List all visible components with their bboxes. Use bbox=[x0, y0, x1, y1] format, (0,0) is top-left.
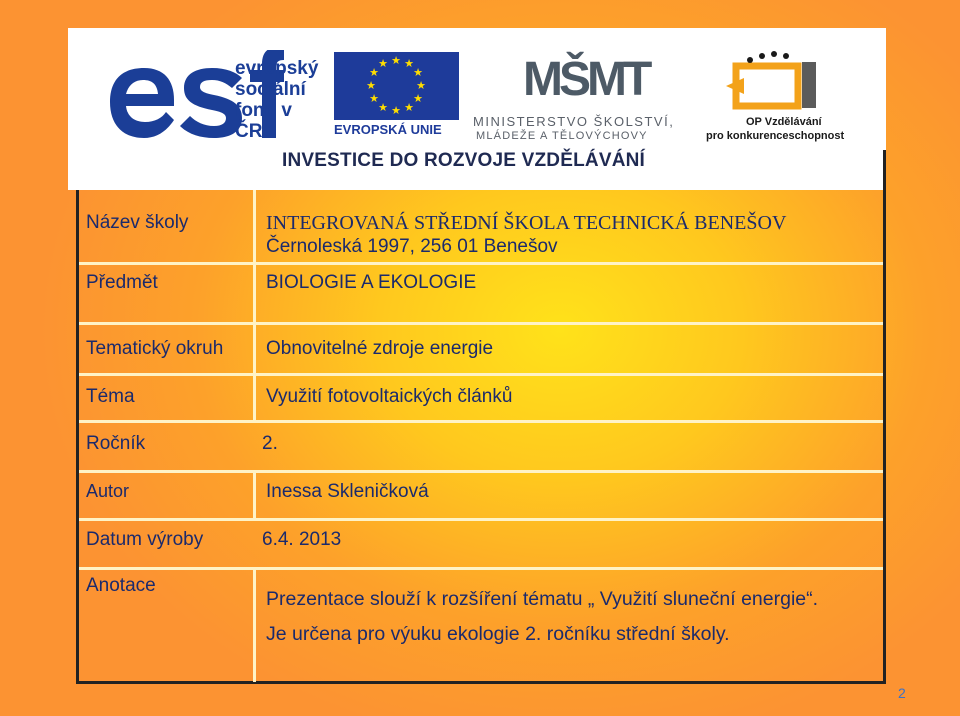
topic-label: Téma bbox=[86, 386, 135, 407]
topic-value: Využití fotovoltaických článků bbox=[266, 386, 513, 407]
op-line1: OP Vzdělávání bbox=[746, 116, 822, 128]
op-logo bbox=[690, 48, 880, 148]
svg-text:★: ★ bbox=[391, 104, 401, 117]
school-name: INTEGROVANÁ STŘEDNÍ ŠKOLA TECHNICKÁ BENEŠOV bbox=[266, 212, 787, 234]
author-value: Inessa Skleničková bbox=[266, 481, 429, 502]
esf-text bbox=[235, 58, 323, 142]
date-value: 6.4. 2013 bbox=[262, 529, 342, 550]
year-value: 2. bbox=[262, 433, 278, 454]
esf-text-line1: evropský bbox=[235, 58, 319, 79]
annotation-line1: Prezentace slouží k rozšíření tématu „ Využití sluneční energie“. bbox=[266, 588, 819, 610]
msmt-logo bbox=[473, 54, 688, 144]
esf-text-line3: fond v ČR bbox=[235, 100, 292, 142]
thematic-label: Tematický okruh bbox=[86, 338, 224, 359]
row-line-1 bbox=[79, 262, 883, 265]
svg-text:★: ★ bbox=[416, 79, 426, 92]
svg-text:★: ★ bbox=[378, 57, 388, 70]
date-label: Datum výroby bbox=[86, 529, 204, 550]
year-label: Ročník bbox=[86, 433, 146, 454]
op-logo-graphic bbox=[720, 48, 850, 116]
row-line-6 bbox=[79, 518, 883, 521]
row-line-7 bbox=[79, 567, 883, 570]
svg-text:★: ★ bbox=[369, 92, 379, 105]
tagline: INVESTICE DO ROZVOJE VZDĚLÁVÁNÍ bbox=[282, 150, 646, 171]
msmt-line1: MINISTERSTVO ŠKOLSTVÍ, bbox=[473, 114, 675, 129]
row-line-2 bbox=[79, 322, 883, 325]
row-line-3 bbox=[79, 373, 883, 376]
svg-text:★: ★ bbox=[413, 66, 423, 79]
column-divider-lower bbox=[253, 472, 256, 518]
thematic-value: Obnovitelné zdroje energie bbox=[266, 338, 494, 359]
svg-text:★: ★ bbox=[369, 66, 379, 79]
eu-text: EVROPSKÁ UNIE bbox=[334, 122, 442, 137]
logo-strip bbox=[68, 28, 886, 190]
school-address: Černoleská 1997, 256 01 Benešov bbox=[266, 236, 558, 257]
page-number: 2 bbox=[898, 685, 906, 701]
subject-value: BIOLOGIE A EKOLOGIE bbox=[266, 272, 477, 293]
annotation-label: Anotace bbox=[86, 575, 156, 596]
esf-text-line2: sociální bbox=[235, 79, 306, 100]
eu-flag bbox=[334, 52, 459, 120]
table-right-edge bbox=[883, 150, 886, 190]
op-line2: pro konkurenceschopnost bbox=[706, 130, 845, 142]
esf-logo bbox=[108, 50, 323, 140]
author-label: Autor bbox=[86, 481, 130, 501]
annotation-line2: Je určena pro výuku ekologie 2. ročníku střední školy. bbox=[266, 623, 730, 645]
svg-text:★: ★ bbox=[404, 101, 414, 114]
eu-logo bbox=[334, 52, 464, 140]
svg-text:★: ★ bbox=[378, 101, 388, 114]
column-divider-bottom bbox=[253, 570, 256, 682]
svg-text:★: ★ bbox=[391, 54, 401, 67]
row-line-4 bbox=[79, 420, 883, 423]
svg-text:★: ★ bbox=[413, 92, 423, 105]
subject-label: Předmět bbox=[86, 272, 158, 293]
school-label: Název školy bbox=[86, 212, 189, 233]
row-line-5 bbox=[79, 470, 883, 473]
svg-text:★: ★ bbox=[404, 57, 414, 70]
msmt-line2: MLÁDEŽE A TĚLOVÝCHOVY bbox=[476, 130, 648, 142]
msmt-letters: MŠMT bbox=[523, 53, 649, 106]
column-divider-upper bbox=[253, 190, 256, 420]
svg-text:★: ★ bbox=[366, 79, 376, 92]
